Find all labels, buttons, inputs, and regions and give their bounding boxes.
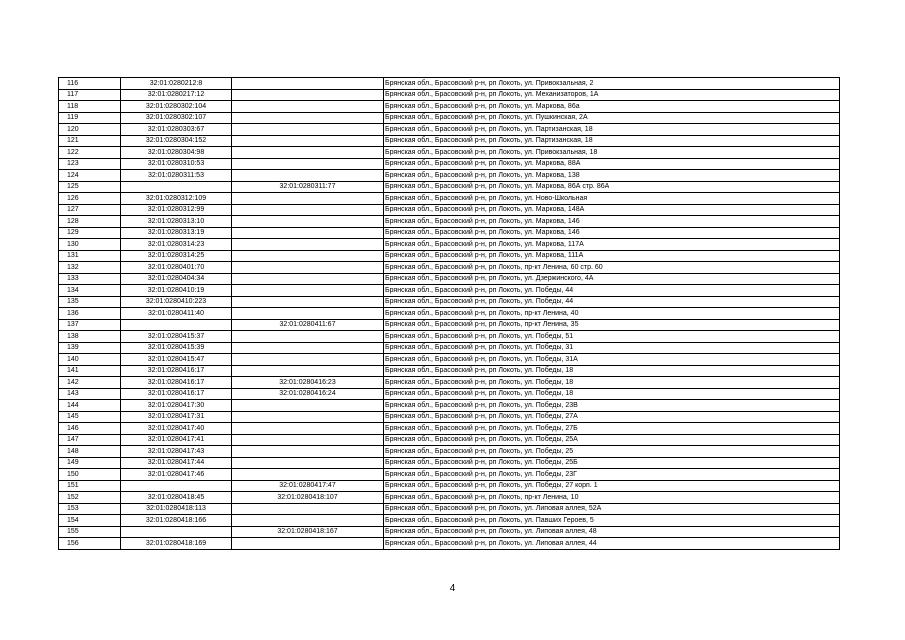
related-cadastral-number-cell [232, 469, 384, 481]
table-row [59, 423, 840, 435]
related-cadastral-number-cell: 32:01:0280418:107 [232, 492, 384, 504]
cadastral-number-cell [121, 526, 232, 538]
table-row [59, 124, 840, 136]
cadastral-number-cell: 32:01:0280302:107 [121, 112, 232, 124]
table-row [59, 388, 840, 400]
related-cadastral-number-cell [232, 331, 384, 343]
related-cadastral-number-cell [232, 147, 384, 159]
cadastral-number-cell: 32:01:0280314:23 [121, 239, 232, 251]
address-cell: Брянская обл., Брасовский р-н, рп Локоть, ул. Победы, 27 корп. 1 [384, 480, 840, 492]
cadastral-number-cell: 32:01:0280418:113 [121, 503, 232, 515]
table-row [59, 503, 840, 515]
cadastral-number-cell: 32:01:0280415:37 [121, 331, 232, 343]
related-cadastral-number-cell [232, 250, 384, 262]
related-cadastral-number-cell [232, 89, 384, 101]
row-number-cell: 141 [59, 365, 121, 377]
cadastral-number-cell: 32:01:0280212:8 [121, 78, 232, 90]
row-number-cell: 152 [59, 492, 121, 504]
row-number-cell: 123 [59, 158, 121, 170]
address-cell: Брянская обл., Брасовский р-н, рп Локоть, ул. Липовая аллея, 44 [384, 538, 840, 550]
table-row [59, 434, 840, 446]
cadastral-number-cell: 32:01:0280404:34 [121, 273, 232, 285]
row-number-cell: 126 [59, 193, 121, 205]
address-cell: Брянская обл., Брасовский р-н, рп Локоть, ул. Липовая аллея, 52А [384, 503, 840, 515]
table-row [59, 216, 840, 228]
related-cadastral-number-cell [232, 193, 384, 205]
row-number-cell: 134 [59, 285, 121, 297]
table-row [59, 78, 840, 90]
cadastral-number-cell: 32:01:0280313:10 [121, 216, 232, 228]
row-number-cell: 119 [59, 112, 121, 124]
cadastral-number-cell: 32:01:0280302:104 [121, 101, 232, 113]
address-cell: Брянская обл., Брасовский р-н, рп Локоть, ул. Победы, 27Б [384, 423, 840, 435]
table-row [59, 101, 840, 113]
related-cadastral-number-cell [232, 296, 384, 308]
related-cadastral-number-cell [232, 135, 384, 147]
related-cadastral-number-cell [232, 342, 384, 354]
row-number-cell: 155 [59, 526, 121, 538]
address-cell: Брянская обл., Брасовский р-н, рп Локоть, ул. Привокзальная, 2 [384, 78, 840, 90]
table-row [59, 239, 840, 251]
property-table-body [59, 78, 840, 550]
related-cadastral-number-cell: 32:01:0280311:77 [232, 181, 384, 193]
address-cell: Брянская обл., Брасовский р-н, рп Локоть, пр-кт Ленина, 40 [384, 308, 840, 320]
cadastral-number-cell: 32:01:0280217:12 [121, 89, 232, 101]
table-row [59, 457, 840, 469]
row-number-cell: 146 [59, 423, 121, 435]
cadastral-number-cell [121, 480, 232, 492]
address-cell: Брянская обл., Брасовский р-н, рп Локоть, ул. Победы, 25А [384, 434, 840, 446]
row-number-cell: 137 [59, 319, 121, 331]
related-cadastral-number-cell [232, 124, 384, 136]
row-number-cell: 154 [59, 515, 121, 527]
row-number-cell: 120 [59, 124, 121, 136]
table-row [59, 181, 840, 193]
table-row [59, 170, 840, 182]
related-cadastral-number-cell [232, 273, 384, 285]
table-row [59, 204, 840, 216]
related-cadastral-number-cell [232, 503, 384, 515]
table-row [59, 135, 840, 147]
address-cell: Брянская обл., Брасовский р-н, рп Локоть, ул. Победы, 44 [384, 285, 840, 297]
address-cell: Брянская обл., Брасовский р-н, рп Локоть, ул. Победы, 44 [384, 296, 840, 308]
row-number-cell: 153 [59, 503, 121, 515]
row-number-cell: 156 [59, 538, 121, 550]
table-row [59, 469, 840, 481]
cadastral-number-cell: 32:01:0280312:99 [121, 204, 232, 216]
related-cadastral-number-cell: 32:01:0280416:23 [232, 377, 384, 389]
address-cell: Брянская обл., Брасовский р-н, рп Локоть, ул. Маркова, 146 [384, 227, 840, 239]
address-cell: Брянская обл., Брасовский р-н, рп Локоть, пр-кт Ленина, 60 стр. 60 [384, 262, 840, 274]
table-row [59, 538, 840, 550]
related-cadastral-number-cell [232, 170, 384, 182]
address-cell: Брянская обл., Брасовский р-н, рп Локоть, ул. Победы, 31А [384, 354, 840, 366]
table-row [59, 158, 840, 170]
cadastral-number-cell: 32:01:0280313:19 [121, 227, 232, 239]
address-cell: Брянская обл., Брасовский р-н, рп Локоть, ул. Маркова, 117А [384, 239, 840, 251]
table-row [59, 89, 840, 101]
related-cadastral-number-cell [232, 308, 384, 320]
related-cadastral-number-cell [232, 158, 384, 170]
related-cadastral-number-cell [232, 365, 384, 377]
address-cell: Брянская обл., Брасовский р-н, рп Локоть, ул. Победы, 25Б [384, 457, 840, 469]
address-cell: Брянская обл., Брасовский р-н, рп Локоть, ул. Маркова, 111А [384, 250, 840, 262]
row-number-cell: 148 [59, 446, 121, 458]
cadastral-number-cell: 32:01:0280418:169 [121, 538, 232, 550]
address-cell: Брянская обл., Брасовский р-н, рп Локоть, ул. Пушкинская, 2А [384, 112, 840, 124]
cadastral-number-cell: 32:01:0280415:47 [121, 354, 232, 366]
row-number-cell: 127 [59, 204, 121, 216]
table-row [59, 285, 840, 297]
address-cell: Брянская обл., Брасовский р-н, рп Локоть, ул. Маркова, 86А стр. 86А [384, 181, 840, 193]
address-cell: Брянская обл., Брасовский р-н, рп Локоть, ул. Победы, 23В [384, 400, 840, 412]
related-cadastral-number-cell [232, 262, 384, 274]
page-number: 4 [449, 583, 456, 594]
table-row [59, 480, 840, 492]
related-cadastral-number-cell [232, 446, 384, 458]
cadastral-number-cell: 32:01:0280411:40 [121, 308, 232, 320]
related-cadastral-number-cell [232, 239, 384, 251]
table-row [59, 193, 840, 205]
related-cadastral-number-cell [232, 515, 384, 527]
related-cadastral-number-cell [232, 411, 384, 423]
address-cell: Брянская обл., Брасовский р-н, рп Локоть, ул. Маркова, 138 [384, 170, 840, 182]
row-number-cell: 131 [59, 250, 121, 262]
related-cadastral-number-cell [232, 78, 384, 90]
row-number-cell: 151 [59, 480, 121, 492]
cadastral-number-cell: 32:01:0280417:30 [121, 400, 232, 412]
cadastral-number-cell: 32:01:0280416:17 [121, 377, 232, 389]
property-table [58, 77, 840, 550]
related-cadastral-number-cell [232, 285, 384, 297]
cadastral-number-cell: 32:01:0280417:46 [121, 469, 232, 481]
table-row [59, 515, 840, 527]
address-cell: Брянская обл., Брасовский р-н, рп Локоть, ул. Победы, 18 [384, 388, 840, 400]
row-number-cell: 150 [59, 469, 121, 481]
row-number-cell: 124 [59, 170, 121, 182]
row-number-cell: 125 [59, 181, 121, 193]
row-number-cell: 145 [59, 411, 121, 423]
address-cell: Брянская обл., Брасовский р-н, рп Локоть, ул. Победы, 31 [384, 342, 840, 354]
related-cadastral-number-cell [232, 112, 384, 124]
table-row [59, 526, 840, 538]
table-row [59, 354, 840, 366]
cadastral-number-cell: 32:01:0280416:17 [121, 388, 232, 400]
cadastral-number-cell: 32:01:0280303:67 [121, 124, 232, 136]
cadastral-number-cell: 32:01:0280401:70 [121, 262, 232, 274]
related-cadastral-number-cell [232, 434, 384, 446]
related-cadastral-number-cell [232, 354, 384, 366]
cadastral-number-cell: 32:01:0280410:19 [121, 285, 232, 297]
table-row [59, 319, 840, 331]
row-number-cell: 118 [59, 101, 121, 113]
table-row [59, 296, 840, 308]
row-number-cell: 138 [59, 331, 121, 343]
row-number-cell: 147 [59, 434, 121, 446]
table-row [59, 112, 840, 124]
table-row [59, 492, 840, 504]
address-cell: Брянская обл., Брасовский р-н, рп Локоть, ул. Победы, 25 [384, 446, 840, 458]
related-cadastral-number-cell [232, 538, 384, 550]
table-row [59, 147, 840, 159]
address-cell: Брянская обл., Брасовский р-н, рп Локоть, ул. Партизанская, 18 [384, 124, 840, 136]
related-cadastral-number-cell [232, 204, 384, 216]
row-number-cell: 132 [59, 262, 121, 274]
cadastral-number-cell: 32:01:0280418:45 [121, 492, 232, 504]
row-number-cell: 133 [59, 273, 121, 285]
related-cadastral-number-cell: 32:01:0280416:24 [232, 388, 384, 400]
row-number-cell: 128 [59, 216, 121, 228]
related-cadastral-number-cell: 32:01:0280417:47 [232, 480, 384, 492]
address-cell: Брянская обл., Брасовский р-н, рп Локоть, ул. Партизанская, 18 [384, 135, 840, 147]
cadastral-number-cell: 32:01:0280311:53 [121, 170, 232, 182]
related-cadastral-number-cell [232, 457, 384, 469]
cadastral-number-cell: 32:01:0280312:109 [121, 193, 232, 205]
address-cell: Брянская обл., Брасовский р-н, рп Локоть, ул. Павших Героев, 5 [384, 515, 840, 527]
related-cadastral-number-cell [232, 400, 384, 412]
table-row [59, 262, 840, 274]
row-number-cell: 121 [59, 135, 121, 147]
address-cell: Брянская обл., Брасовский р-н, рп Локоть, пр-кт Ленина, 10 [384, 492, 840, 504]
row-number-cell: 129 [59, 227, 121, 239]
address-cell: Брянская обл., Брасовский р-н, рп Локоть, ул. Маркова, 146 [384, 216, 840, 228]
table-row [59, 411, 840, 423]
table-row [59, 273, 840, 285]
address-cell: Брянская обл., Брасовский р-н, рп Локоть, ул. Дзержинского, 4А [384, 273, 840, 285]
related-cadastral-number-cell [232, 101, 384, 113]
cadastral-number-cell [121, 181, 232, 193]
table-row [59, 377, 840, 389]
related-cadastral-number-cell: 32:01:0280411:67 [232, 319, 384, 331]
table-row [59, 308, 840, 320]
address-cell: Брянская обл., Брасовский р-н, рп Локоть, ул. Маркова, 86а [384, 101, 840, 113]
table-row [59, 400, 840, 412]
cadastral-number-cell: 32:01:0280416:17 [121, 365, 232, 377]
address-cell: Брянская обл., Брасовский р-н, рп Локоть, ул. Механизаторов, 1А [384, 89, 840, 101]
address-cell: Брянская обл., Брасовский р-н, рп Локоть, ул. Победы, 18 [384, 365, 840, 377]
row-number-cell: 130 [59, 239, 121, 251]
row-number-cell: 149 [59, 457, 121, 469]
related-cadastral-number-cell [232, 216, 384, 228]
address-cell: Брянская обл., Брасовский р-н, рп Локоть, пр-кт Ленина, 35 [384, 319, 840, 331]
address-cell: Брянская обл., Брасовский р-н, рп Локоть, ул. Привокзальная, 18 [384, 147, 840, 159]
address-cell: Брянская обл., Брасовский р-н, рп Локоть, ул. Победы, 18 [384, 377, 840, 389]
cadastral-number-cell: 32:01:0280418:166 [121, 515, 232, 527]
cadastral-number-cell: 32:01:0280417:41 [121, 434, 232, 446]
address-cell: Брянская обл., Брасовский р-н, рп Локоть, ул. Липовая аллея, 48 [384, 526, 840, 538]
cadastral-number-cell: 32:01:0280415:39 [121, 342, 232, 354]
cadastral-number-cell: 32:01:0280410:223 [121, 296, 232, 308]
cadastral-number-cell: 32:01:0280304:98 [121, 147, 232, 159]
address-cell: Брянская обл., Брасовский р-н, рп Локоть, ул. Победы, 51 [384, 331, 840, 343]
row-number-cell: 144 [59, 400, 121, 412]
address-cell: Брянская обл., Брасовский р-н, рп Локоть, ул. Маркова, 148А [384, 204, 840, 216]
row-number-cell: 135 [59, 296, 121, 308]
row-number-cell: 122 [59, 147, 121, 159]
address-cell: Брянская обл., Брасовский р-н, рп Локоть, ул. Маркова, 88А [384, 158, 840, 170]
row-number-cell: 143 [59, 388, 121, 400]
table-row [59, 446, 840, 458]
cadastral-number-cell: 32:01:0280417:43 [121, 446, 232, 458]
cadastral-number-cell: 32:01:0280417:40 [121, 423, 232, 435]
address-cell: Брянская обл., Брасовский р-н, рп Локоть, ул. Победы, 27А [384, 411, 840, 423]
table-row [59, 342, 840, 354]
row-number-cell: 142 [59, 377, 121, 389]
table-row [59, 227, 840, 239]
related-cadastral-number-cell [232, 423, 384, 435]
cadastral-number-cell: 32:01:0280304:152 [121, 135, 232, 147]
cadastral-number-cell [121, 319, 232, 331]
table-row [59, 365, 840, 377]
row-number-cell: 117 [59, 89, 121, 101]
table-row [59, 331, 840, 343]
row-number-cell: 139 [59, 342, 121, 354]
address-cell: Брянская обл., Брасовский р-н, рп Локоть, ул. Ново-Школьная [384, 193, 840, 205]
table-row [59, 250, 840, 262]
row-number-cell: 116 [59, 78, 121, 90]
related-cadastral-number-cell: 32:01:0280418:167 [232, 526, 384, 538]
cadastral-number-cell: 32:01:0280314:25 [121, 250, 232, 262]
row-number-cell: 140 [59, 354, 121, 366]
cadastral-number-cell: 32:01:0280417:31 [121, 411, 232, 423]
cadastral-number-cell: 32:01:0280417:44 [121, 457, 232, 469]
related-cadastral-number-cell [232, 227, 384, 239]
cadastral-number-cell: 32:01:0280310:53 [121, 158, 232, 170]
address-cell: Брянская обл., Брасовский р-н, рп Локоть, ул. Победы, 23Г [384, 469, 840, 481]
row-number-cell: 136 [59, 308, 121, 320]
